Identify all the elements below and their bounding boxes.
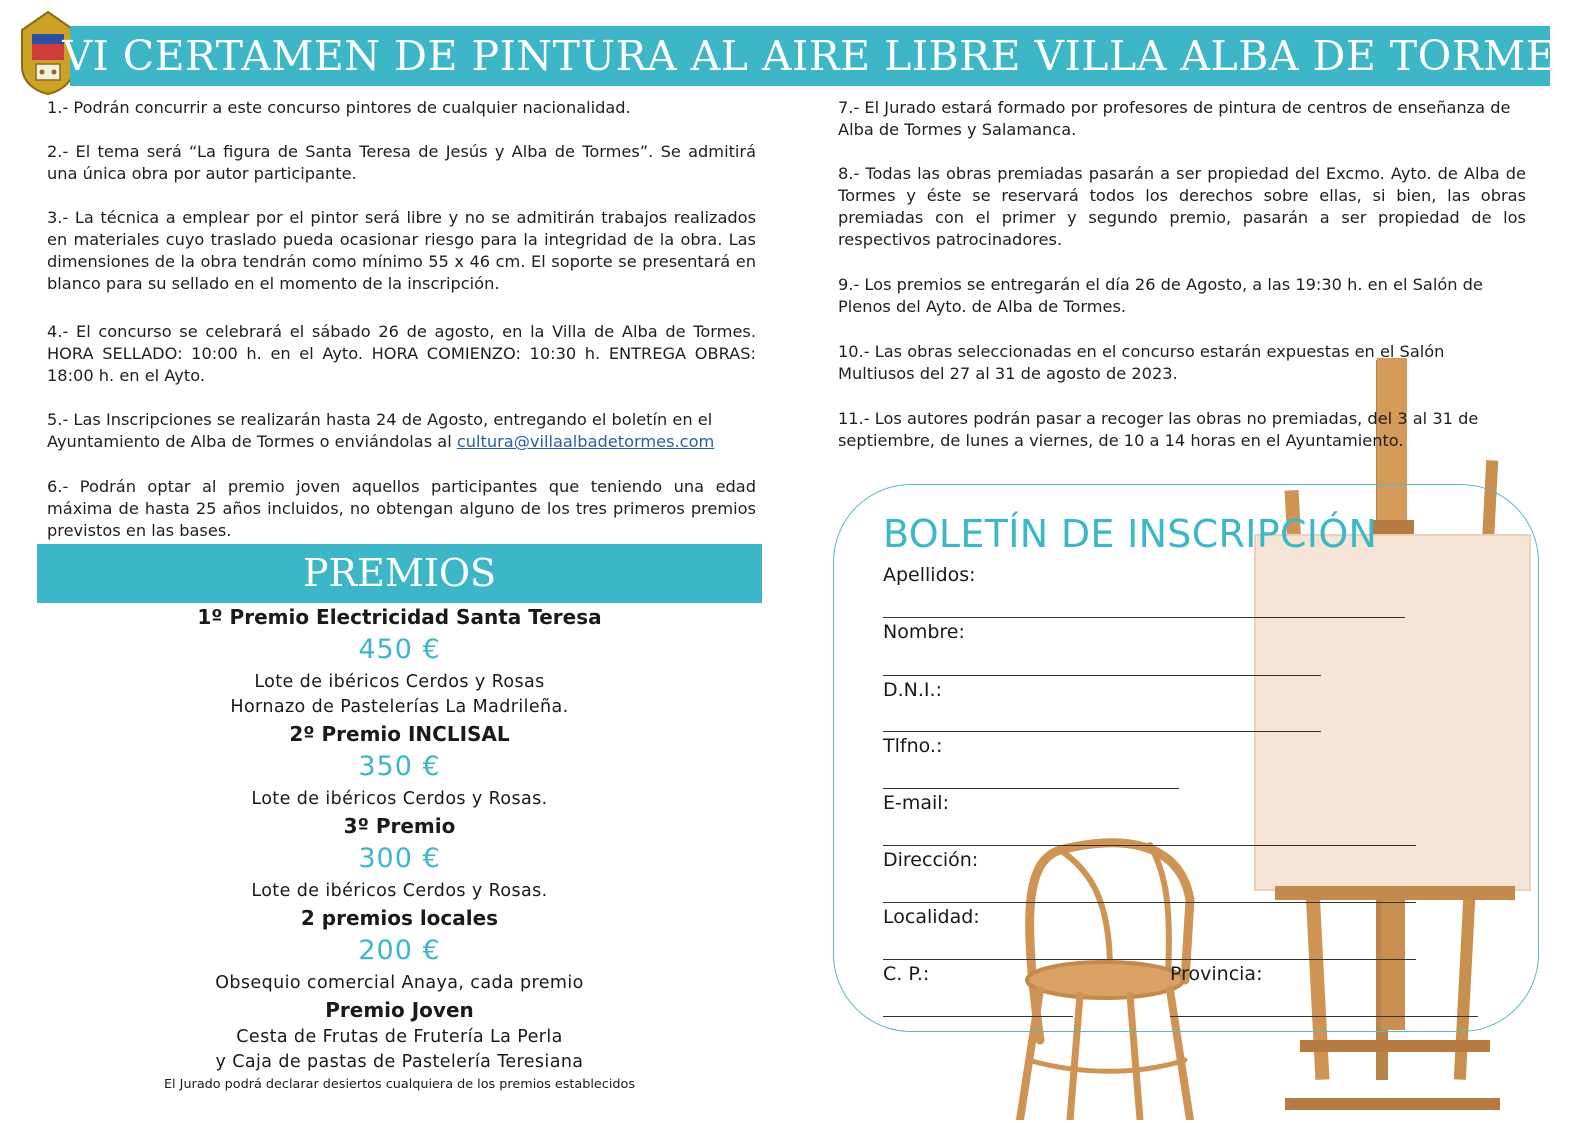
rule-9: 9.- Los premios se entregarán el día 26 de Agosto, a las 19:30 h. en el Salón de Plenos del Ayto. de Alba de Tormes. (838, 275, 1483, 316)
first-prize-line2: Hornazo de Pastelerías La Madrileña. (230, 697, 569, 717)
rule-2: 2.- El tema será “La figura de Santa Teresa de Jesús y Alba de Tormes”. Se admitirá una única obra por autor participante. (47, 142, 756, 183)
jury-note: El Jurado podrá declarar desiertos cualquiera de los premios establecidos (163, 1077, 636, 1092)
second-prize-amount: 350 € (358, 751, 441, 782)
joven-prize-line1: Cesta de Frutas de Frutería La Perla (236, 1027, 563, 1047)
local-prize-heading: 2 premios locales (300, 906, 499, 930)
second-prize-line1: Lote de ibéricos Cerdos y Rosas. (251, 789, 548, 809)
cp-field[interactable] (883, 1016, 1073, 1017)
rule-5-text: 5.- Las Inscripciones se realizarán hasta 24 de Agosto, entregando el boletín en el Ayuntamiento de Alba de Tormes o enviándolas al (47, 410, 713, 451)
apellidos-field[interactable] (883, 617, 1405, 618)
cp-label: C. P.: (883, 963, 930, 985)
nombre-label: Nombre: (883, 621, 965, 643)
joven-prize-heading: Premio Joven (325, 998, 474, 1022)
direccion-label: Dirección: (883, 849, 979, 871)
rule-7: 7.- El Jurado estará formado por profesores de pintura de centros de enseñanza de Alba de Tormes y Salamanca. (838, 98, 1511, 139)
third-prize-line1: Lote de ibéricos Cerdos y Rosas. (251, 881, 548, 901)
rule-4: 4.- El concurso se celebrará el sábado 26 de agosto, en la Villa de Alba de Tormes. HORA SELLADO: 10:00 h. en el Ayto. HORA COMIENZO: 10:30 h. ENTREGA OBRAS: 18:00 h. en el Ayto. (47, 322, 756, 385)
direccion-field[interactable] (883, 902, 1416, 903)
localidad-field[interactable] (883, 959, 1416, 960)
local-prize-line1: Obsequio comercial Anaya, cada premio (215, 973, 584, 993)
first-prize-heading: 1º Premio Electricidad Santa Teresa (197, 605, 602, 629)
apellidos-label: Apellidos: (883, 564, 976, 586)
tlfno-label: Tlfno.: (883, 735, 943, 757)
dni-label: D.N.I.: (883, 679, 942, 701)
first-prize-line1: Lote de ibéricos Cerdos y Rosas (254, 672, 545, 692)
localidad-label: Localidad: (883, 906, 980, 928)
email-field[interactable] (883, 845, 1416, 846)
rule-10: 10.- Las obras seleccionadas en el concurso estarán expuestas en el Salón Multiusos del 27 al 31 de agosto de 2023. (838, 342, 1445, 383)
rule-6: 6.- Podrán optar al premio joven aquellos participantes que teniendo una edad máxima de hasta 25 años incluidos, no obtengan alguno de los tres primeros premios previstos en las bases. (47, 477, 756, 540)
rule-8: 8.- Todas las obras premiadas pasarán a ser propiedad del Excmo. Ayto. de Alba de Tormes y éste se reservará todos los derechos sobre ellas, si bien, las obras premiadas con el primer y segundo premio, pasarán a ser propiedad de los respectivos patrocinadores. (838, 164, 1526, 249)
nombre-field[interactable] (883, 675, 1321, 676)
second-prize-heading: 2º Premio INCLISAL (289, 722, 510, 746)
rule-5 (47, 409, 756, 453)
email-label: E-mail: (883, 792, 949, 814)
third-prize-heading: 3º Premio (343, 814, 456, 838)
form-title: BOLETÍN DE INSCRIPCIÓN (883, 512, 1378, 556)
provincia-label: Provincia: (1170, 963, 1263, 985)
dni-field[interactable] (883, 731, 1321, 732)
premios-title: PREMIOS (302, 551, 497, 595)
page-title: VI CERTAMEN DE PINTURA AL AIRE LIBRE VILLA ALBA DE TORMES (62, 32, 1585, 80)
third-prize-amount: 300 € (358, 843, 441, 874)
rule-11: 11.- Los autores podrán pasar a recoger las obras no premiadas, del 3 al 31 de septiembre, de lunes a viernes, de 10 a 14 horas en el Ayuntamiento. (838, 409, 1479, 450)
local-prize-amount: 200 € (358, 935, 441, 966)
first-prize-amount: 450 € (358, 634, 441, 665)
provincia-field[interactable] (1170, 1016, 1478, 1017)
rule-3: 3.- La técnica a emplear por el pintor será libre y no se admitirán trabajos realizados en materiales cuyo traslado pueda ocasionar riesgo para la integridad de la obra. Las dimensiones de la obra tendrán como mínimo 55 x 46 cm. El soporte se presentará en blanco para su sellado en el momento de la inscripción. (47, 208, 756, 293)
rule-1: 1.- Podrán concurrir a este concurso pintores de cualquier nacionalidad. (47, 98, 631, 117)
email-link[interactable]: cultura@villaalbadetormes.com (456, 432, 715, 451)
tlfno-field[interactable] (883, 788, 1179, 789)
joven-prize-line2: y Caja de pastas de Pastelería Teresiana (215, 1052, 584, 1072)
